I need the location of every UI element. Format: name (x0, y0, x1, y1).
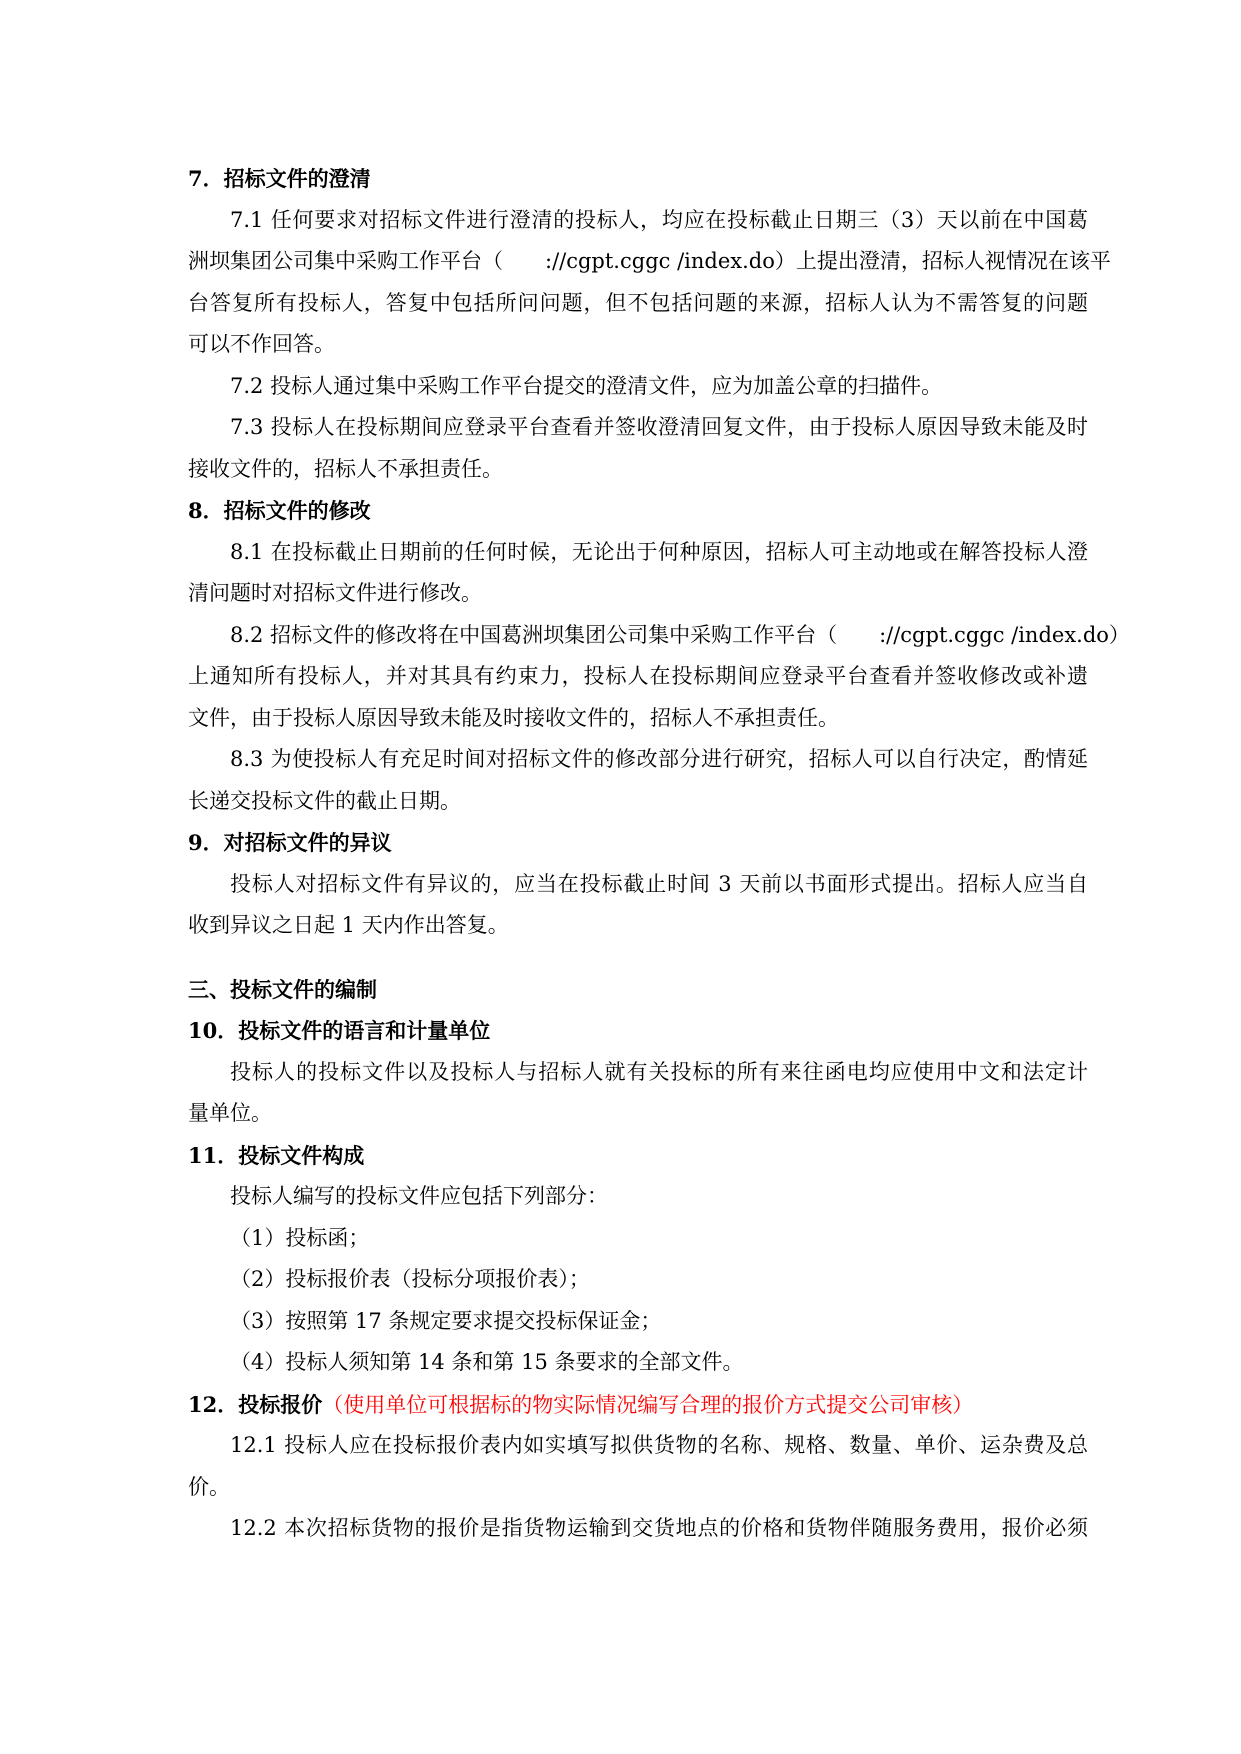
section-12-heading: 12．投标报价 (188, 1391, 323, 1417)
para-7-3-line-2: 接收文件的，招标人不承担责任。 (188, 456, 503, 481)
para-9-line-2: 收到异议之日起 1 天内作出答复。 (188, 913, 509, 937)
para-12-1-line-1: 12.1 投标人应在投标报价表内如实填写拟供货物的名称、规格、数量、单价、运杂费及总 (230, 1433, 1088, 1457)
para-7-3-line-1: 7.3 投标人在投标期间应登录平台查看并签收澄清回复文件，由于投标人原因导致未能及时 (230, 415, 1088, 439)
para-11-intro: 投标人编写的投标文件应包括下列部分： (230, 1184, 608, 1208)
para-8-2-line-1: 8.2 招标文件的修改将在中国葛洲坝集团公司集中采购工作平台（ ://cgpt.cggc /index.do） (230, 622, 1130, 647)
document-page (188, 158, 1130, 1550)
section-9-heading: 9．对招标文件的异议 (188, 830, 392, 855)
part-3-heading: 三、投标文件的编制 (188, 976, 377, 1002)
section-12-heading-line (188, 1384, 1088, 1426)
section-10-heading: 10．投标文件的语言和计量单位 (188, 1018, 491, 1043)
para-7-1-line-3: 台答复所有投标人，答复中包括所问问题，但不包括问题的来源，招标人认为不需答复的问题 (188, 290, 1088, 315)
list-item-3: （3）按照第 17 条规定要求提交投标保证金； (230, 1308, 662, 1333)
para-8-2-line-3: 文件，由于投标人原因导致未能及时接收文件的，招标人不承担责任。 (188, 705, 839, 730)
section-8-heading: 8．招标文件的修改 (188, 498, 371, 523)
para-7-2-line-1: 7.2 投标人通过集中采购工作平台提交的澄清文件，应为加盖公章的扫描件。 (230, 373, 943, 398)
para-8-3-line-1: 8.3 为使投标人有充足时间对招标文件的修改部分进行研究，招标人可以自行决定，酌情延 (230, 747, 1088, 771)
para-8-3-line-2: 长递交投标文件的截止日期。 (188, 788, 461, 813)
section-gap (188, 947, 1088, 969)
list-item-2: （2）投标报价表（投标分项报价表）； (230, 1267, 590, 1291)
para-10-line-1: 投标人的投标文件以及投标人与招标人就有关投标的所有来往函电均应使用中文和法定计 (230, 1059, 1088, 1084)
para-12-2-line-1: 12.2 本次招标货物的报价是指货物运输到交货地点的价格和货物伴随服务费用，报价必须 (230, 1516, 1088, 1540)
para-8-1-line-1: 8.1 在投标截止日期前的任何时候，无论出于何种原因，招标人可主动地或在解答投标人澄 (230, 539, 1088, 564)
para-7-1-line-2: 洲坝集团公司集中采购工作平台（ ://cgpt.cggc /index.do）上提出澄清，招标人视情况在该平 (188, 249, 1111, 273)
para-8-1-line-2: 清问题时对招标文件进行修改。 (188, 581, 482, 605)
para-9-line-1: 投标人对招标文件有异议的，应当在投标截止时间 3 天前以书面形式提出。招标人应当自 (230, 871, 1088, 896)
para-10-line-2: 量单位。 (188, 1101, 272, 1125)
section-7-heading: 7．招标文件的澄清 (188, 166, 371, 191)
list-item-4: （4）投标人须知第 14 条和第 15 条要求的全部文件。 (230, 1350, 744, 1374)
para-7-1-line-4: 可以不作回答。 (188, 332, 335, 356)
para-8-2-line-2: 上通知所有投标人，并对其具有约束力，投标人在投标期间应登录平台查看并签收修改或补遗 (188, 664, 1088, 688)
para-12-1-line-2: 价。 (188, 1474, 230, 1499)
para-7-1-line-1: 7.1 任何要求对招标文件进行澄清的投标人，均应在投标截止日期三（3）天以前在中国葛 (230, 207, 1088, 232)
section-12-note: （使用单位可根据标的物实际情况编写合理的报价方式提交公司审核） (322, 1392, 974, 1417)
list-item-1: （1）投标函； (230, 1225, 370, 1250)
section-11-heading: 11．投标文件构成 (188, 1142, 365, 1168)
